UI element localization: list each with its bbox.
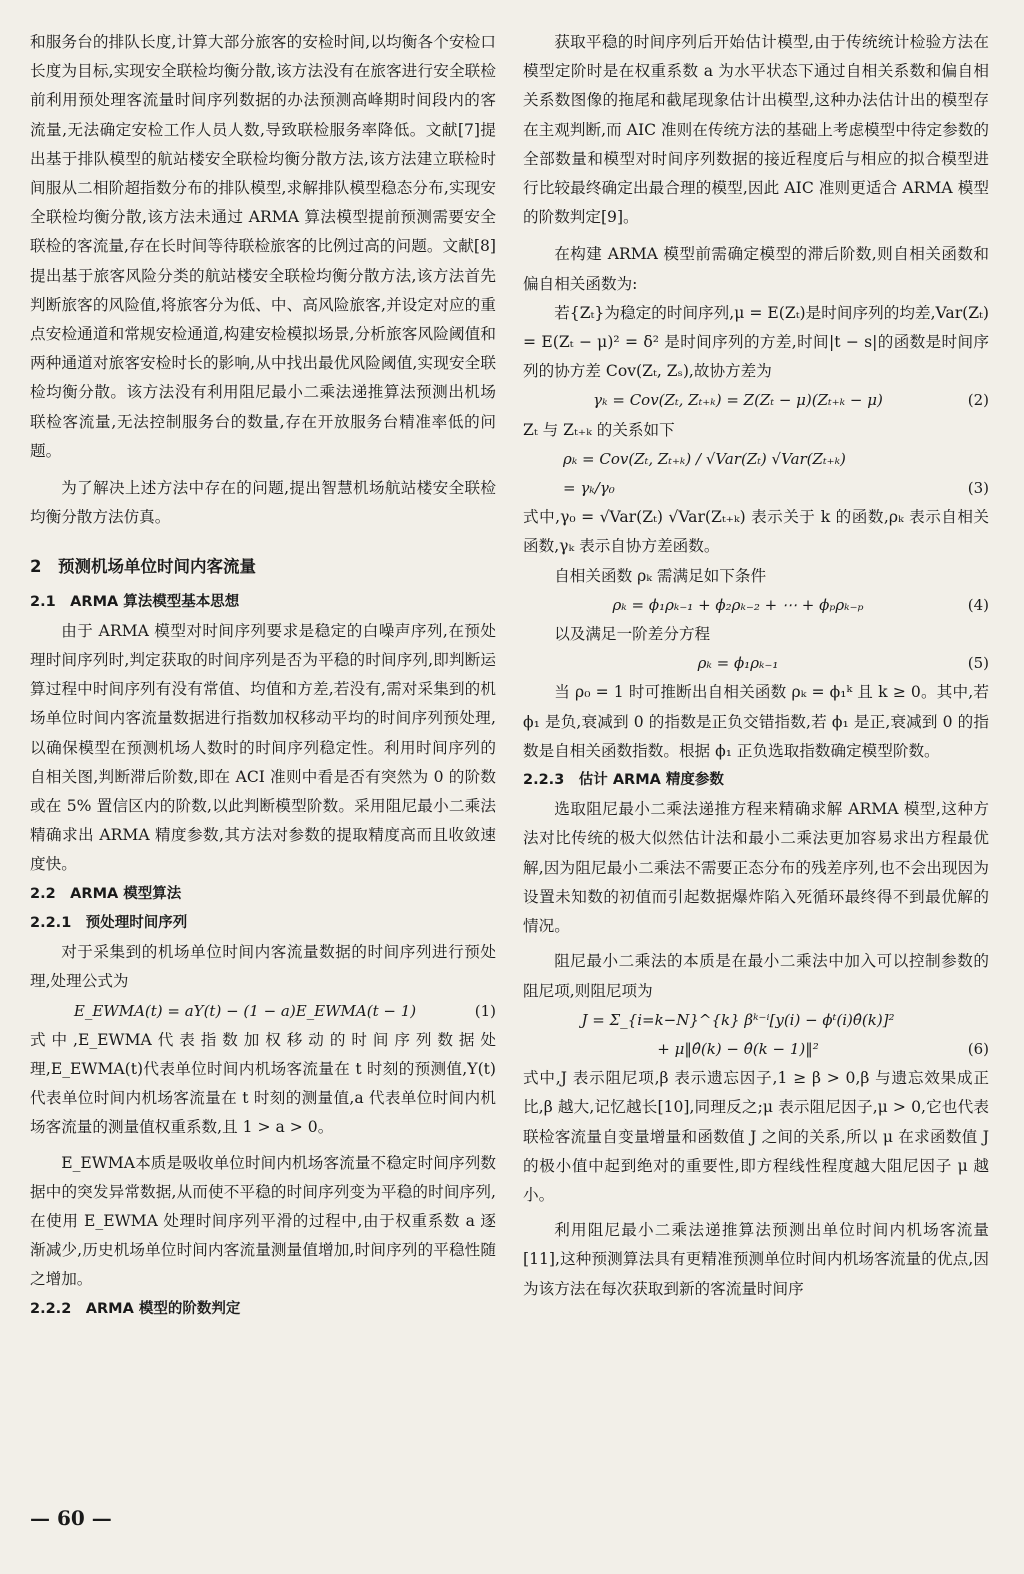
left-paragraph-2: 为了解决上述方法中存在的问题,提出智慧机场航站楼安全联检均衡分散方法仿真。 [30, 479, 496, 527]
equation-6-body-a: J = Σ_{i=k−N}^{k} βᵏ⁻ⁱ[y(i) − ϕᵗ(i)θ̂(k)]² [581, 1010, 895, 1029]
right-column [523, 28, 989, 1304]
equation-1 [30, 997, 496, 1026]
equation-3-line-2 [523, 474, 989, 503]
equation-5-body: ρₖ = ϕ₁ρₖ₋₁ [697, 654, 779, 673]
equation-6-body-b: + μ‖θ̂(k) − θ̂(k − 1)‖² [657, 1039, 819, 1058]
equation-2 [523, 386, 989, 415]
right-paragraph-2: 在构建 ARMA 模型前需确定模型的滞后阶数,则自相关函数和偏自相关函数为: [523, 245, 989, 293]
equation-4-number: (4) [967, 595, 989, 614]
subsection-heading-2-2-1: 2.2.1 预处理时间序列 [30, 914, 188, 931]
right-paragraph-11: 式中,J 表示阻尼项,β 表示遗忘因子,1 ≥ β > 0,β 与遗忘效果成正比,β 越大,记忆越长[10],同理反之;μ 表示阻尼因子,μ > 0,它也代表联检客流量自变量增量和函数值 J 之间的关系,所以 μ 在求函数值 J 的极小值中起到绝对的重要性,即方程线性程度越大阻尼因子 μ 越小。 [523, 1069, 989, 1204]
right-paragraph-8: 当 ρ₀ = 1 时可推断出自相关函数 ρₖ = ϕ₁ᵏ 且 k ≥ 0。其中,若 ϕ₁ 是负,衰减到 0 的指数是正负交错指数,若 ϕ₁ 是正,衰减到 0 的指数是自相关函数指数。根据 ϕ₁ 正负选取指数确定模型阶数。 [523, 683, 989, 760]
right-paragraph-12: 利用阻尼最小二乘法递推算法预测出单位时间内机场客流量[11],这种预测算法具有更精准预测单位时间内机场客流量的优点,因为该方法在每次获取到新的客流量时间序 [523, 1221, 989, 1298]
subsection-heading-2-1: 2.1 ARMA 算法模型基本思想 [30, 593, 240, 610]
equation-1-number: (1) [474, 1001, 496, 1020]
equation-6-number: (6) [967, 1039, 989, 1058]
equation-3-body-b: = γₖ/γ₀ [563, 479, 615, 498]
right-paragraph-3: 若{Zₜ}为稳定的时间序列,μ = E(Zₜ)是时间序列的均差,Var(Zₜ) = E(Zₜ − μ)² = δ² 是时间序列的方差,时间|t − s|的函数是时间序列的协方差 Cov(Zₜ, Zₛ),故协方差为 [523, 303, 989, 381]
equation-3-number: (3) [967, 479, 989, 498]
right-paragraph-7: 以及满足一阶差分方程 [554, 625, 711, 644]
section-heading-2: 2 预测机场单位时间内客流量 [30, 557, 256, 577]
equation-5-number: (5) [967, 654, 989, 673]
right-paragraph-6: 自相关函数 ρₖ 需满足如下条件 [554, 566, 767, 585]
right-paragraph-5: 式中,γ₀ = √Var(Zₜ) √Var(Zₜ₊ₖ) 表示关于 k 的函数,ρₖ 表示自相关函数,γₖ 表示自协方差函数。 [523, 508, 989, 556]
left-paragraph-1: 和服务台的排队长度,计算大部分旅客的安检时间,以均衡各个安检口长度为目标,实现安全联检均衡分散,该方法没有在旅客进行安全联检前利用预处理客流量时间序列数据的办法预测高峰期时间段内的客流量,无法确定安检工作人员人数,导致联检服务率降低。文献[7]提出基于排队模型的航站楼安全联检均衡分散方法,该方法建立联检时间服从二相阶超指数分布的排队模型,求解排队模型稳态分布,实现安全联检均衡分散,该方法未通过 ARMA 算法模型提前预测需要安全联检的客流量,存在长时间等待联检旅客的比例过高的问题。文献[8]提出基于旅客风险分类的航站楼安全联检均衡分散方法,该方法首先判断旅客的风险值,将旅客分为低、中、高风险旅客,并设定对应的重点安检通道和常规安检通道,构建安检模拟场景,分析旅客风险阈值和两种通道对旅客安检时长的影响,从中找出最优风险阈值,实现安全联检均衡分散。该方法没有利用阻尼最小二乘法递推算法预测出机场联检客流量,无法控制服务台的数量,存在开放服务台精准率低的问题。 [30, 33, 496, 460]
right-paragraph-1: 获取平稳的时间序列后开始估计模型,由于传统统计检验方法在模型定阶时是在权重系数 a 为水平状态下通过自相关系数和偏自相关系数图像的拖尾和截尾现象估计出模型,这种办法估计出的模型存在主观判断,而 AIC 准则在传统方法的基础上考虑模型中待定参数的全部数量和模型对时间序列数据的接近程度后与相应的拟合模型进行比较最终确定出最合理的模型,因此 AIC 准则更适合 ARMA 模型的阶数判定[9]。 [523, 33, 989, 227]
left-column [30, 28, 496, 1324]
page-number: — 60 — [30, 1506, 112, 1530]
equation-5 [523, 649, 989, 678]
equation-1-body: E_EWMA(t) = aY(t) − (1 − a)E_EWMA(t − 1) [73, 1001, 417, 1020]
left-paragraph-3: 由于 ARMA 模型对时间序列要求是稳定的白噪声序列,在预处理时间序列时,判定获取的时间序列是否为平稳的时间序列,即判断运算过程中时间序列有没有常值、均值和方差,若没有,需对采集到的机场单位时间内客流量数据进行指数加权移动平均的时间序列预处理,以确保模型在预测机场人数时的时间序列稳定性。利用时间序列的自相关图,判断滞后阶数,即在 ACI 准则中看是否有突然为 0 的阶数或在 5% 置信区内的阶数,以此判断模型阶数。采用阻尼最小二乘法精确求出 ARMA 精度参数,其方法对参数的提取精度高而且收敛速度快。 [30, 621, 496, 874]
equation-6-line-1 [523, 1006, 989, 1035]
subsection-heading-2-2-3: 2.2.3 估计 ARMA 精度参数 [523, 772, 724, 789]
equation-2-body: γₖ = Cov(Zₜ, Zₜ₊ₖ) = Z(Zₜ − μ)(Zₜ₊ₖ − μ) [593, 391, 883, 410]
right-paragraph-4: Zₜ 与 Zₜ₊ₖ 的关系如下 [523, 420, 675, 439]
equation-2-number: (2) [967, 391, 989, 410]
equation-6-line-2 [523, 1035, 989, 1064]
right-paragraph-9: 选取阻尼最小二乘法递推方程来精确求解 ARMA 模型,这种方法对比传统的极大似然估计法和最小二乘法更加容易求出方程最优解,因为阻尼最小二乘法不需要正态分布的残差序列,也不会出现因为设置未知数的初值而引起数据爆炸陷入死循环最终得不到最优解的情况。 [523, 800, 989, 936]
equation-4 [523, 591, 989, 620]
subsection-heading-2-2-2: 2.2.2 ARMA 模型的阶数判定 [30, 1300, 241, 1317]
equation-4-body: ρₖ = ϕ₁ρₖ₋₁ + ϕ₂ρₖ₋₂ + ⋯ + ϕₚρₖ₋ₚ [612, 595, 864, 614]
right-paragraph-10: 阻尼最小二乘法的本质是在最小二乘法中加入可以控制参数的阻尼项,则阻尼项为 [523, 952, 989, 1000]
left-paragraph-6: E_EWMA本质是吸收单位时间内机场客流量不稳定时间序列数据中的突发异常数据,从而使不平稳的时间序列变为平稳的时间序列,在使用 E_EWMA 处理时间序列平滑的过程中,由于权重系数 a 逐渐减少,历史机场单位时间内客流量测量值增加,时间序列的平稳性随之增加。 [30, 1153, 496, 1289]
equation-3-body-a: ρₖ = Cov(Zₜ, Zₜ₊ₖ) / √Var(Zₜ) √Var(Zₜ₊ₖ) [563, 449, 846, 468]
equation-3-line-1 [523, 445, 989, 474]
subsection-heading-2-2: 2.2 ARMA 模型算法 [30, 885, 182, 902]
left-paragraph-4: 对于采集到的机场单位时间内客流量数据的时间序列进行预处理,处理公式为 [30, 943, 496, 991]
left-paragraph-5: 式中,E_EWMA代表指数加权移动的时间序列数据处理,E_EWMA(t)代表单位时间内机场客流量在 t 时刻的预测值,Y(t)代表单位时间内机场客流量在 t 时刻的测量值,a 代表单位时间内机场客流量的测量值权重系数,且 1 > a > 0。 [30, 1030, 496, 1137]
